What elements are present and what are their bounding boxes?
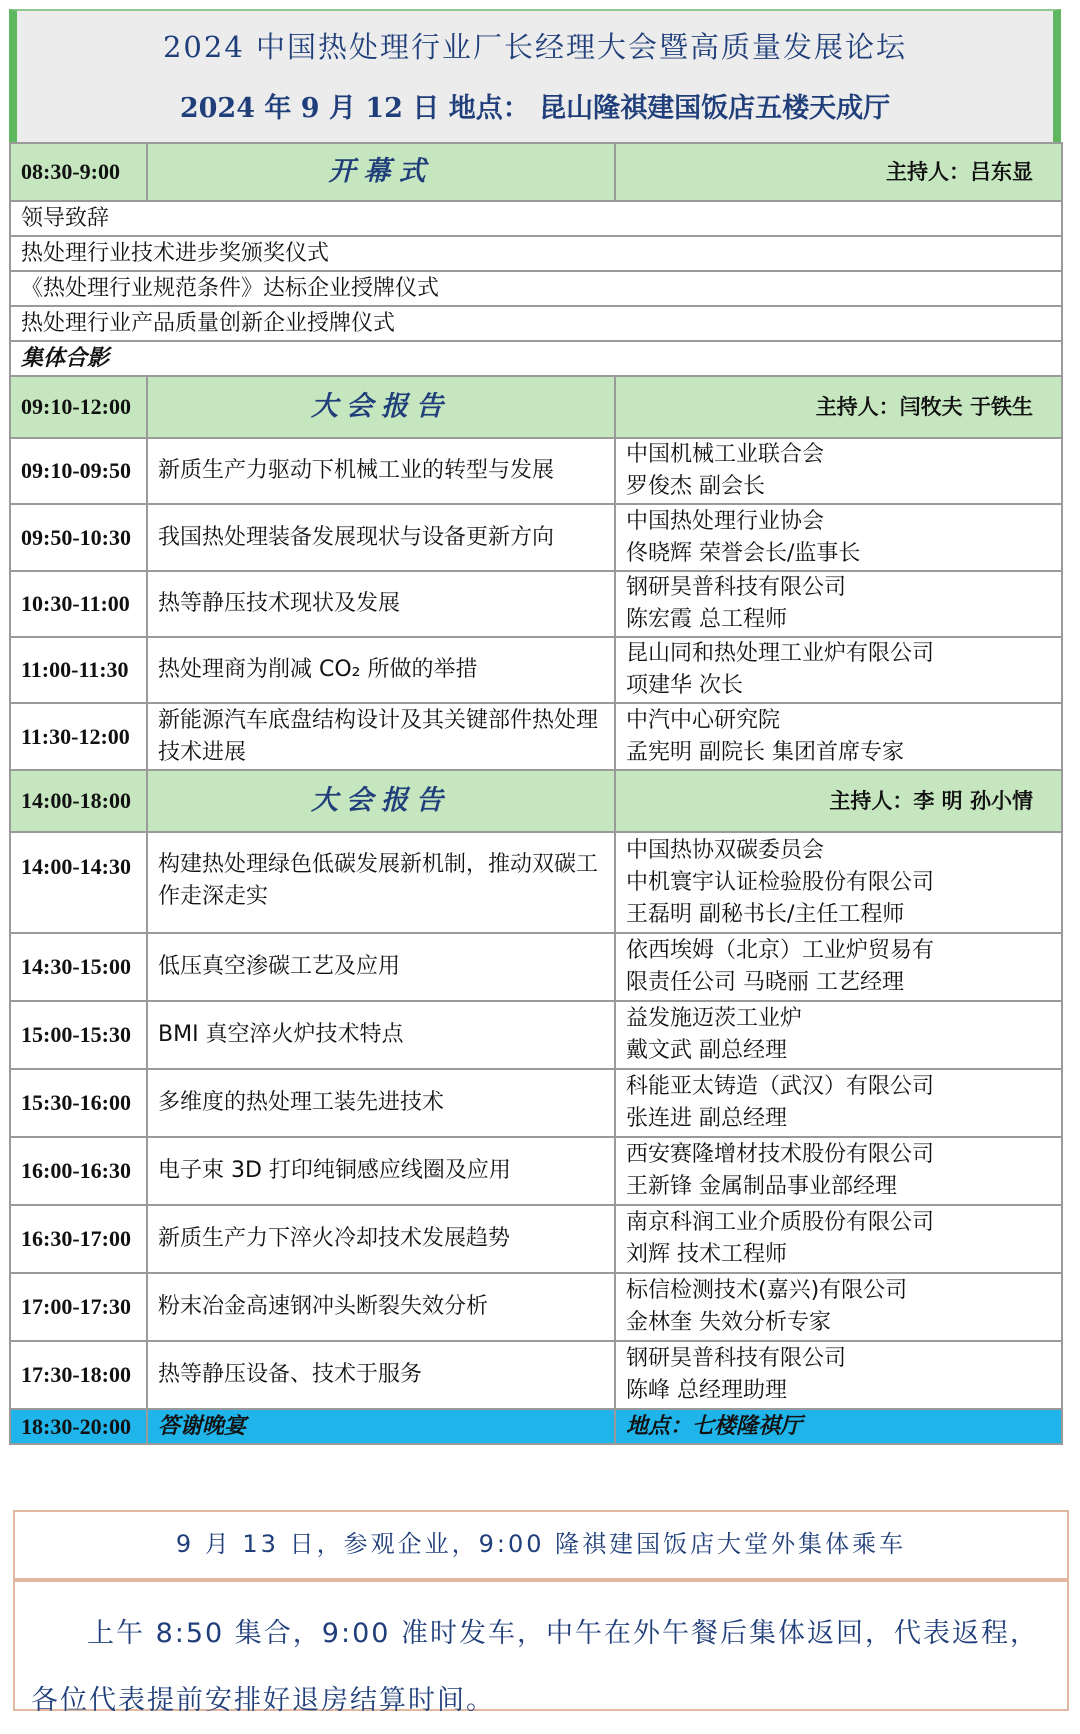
speaker-org: 中国热处理行业协会 [626, 508, 825, 534]
speaker-org: 中国热协双碳委员会 [626, 837, 825, 863]
speaker-name: 戴文武 副总经理 [626, 1038, 787, 1063]
list-item [10, 306, 1062, 341]
talk-speaker [615, 637, 1062, 703]
table-row [10, 1069, 1062, 1137]
speaker-name: 项建华 次长 [626, 673, 743, 698]
talk-topic: 热等静压设备、技术于服务 [147, 1341, 615, 1409]
talk-speaker [615, 1205, 1062, 1273]
departure-notice-text: 上午 8:50 集合，9:00 准时发车，中午在外午餐后集体返回，代表返程，各位代表提前安排好退房结算时间。 [31, 1618, 1040, 1716]
table-row [10, 438, 1062, 504]
speaker-org: 西安赛隆增材技术股份有限公司 [626, 1142, 935, 1167]
list-item [10, 236, 1062, 271]
schedule-table [9, 142, 1063, 1445]
list-item [10, 341, 1062, 376]
conference-title: 2024 中国热处理行业厂长经理大会暨高质量发展论坛 [162, 30, 908, 64]
table-row [10, 504, 1062, 571]
table-row [10, 571, 1062, 637]
talk-topic: 热处理商为削减 CO₂ 所做的举措 [147, 637, 615, 703]
banquet-time: 18:30-20:00 [10, 1409, 147, 1444]
speaker-name: 罗俊杰 副会长 [626, 474, 765, 499]
section-title: 大会报告 [147, 770, 615, 832]
talk-speaker [615, 1069, 1062, 1137]
table-row [10, 1273, 1062, 1341]
talk-time: 15:30-16:00 [10, 1069, 147, 1137]
talk-topic: 多维度的热处理工装先进技术 [147, 1069, 615, 1137]
talk-time: 16:00-16:30 [10, 1137, 147, 1205]
table-row [10, 1205, 1062, 1273]
talk-speaker [615, 703, 1062, 770]
visit-notice: 9 月 13 日，参观企业，9:00 隆祺建国饭店大堂外集体乘车 [13, 1510, 1069, 1580]
banquet-title: 答谢晚宴 [147, 1409, 615, 1444]
section-time: 09:10-12:00 [10, 376, 147, 438]
speaker-name: 陈峰 总经理助理 [626, 1378, 787, 1403]
speaker-org: 益发施迈茨工业炉 [626, 1006, 803, 1031]
section-time: 08:30-9:00 [10, 143, 147, 201]
talk-time: 09:50-10:30 [10, 504, 147, 571]
speaker-name: 孟宪明 副院长 集团首席专家 [626, 739, 904, 765]
table-row [10, 703, 1062, 770]
talk-speaker [615, 571, 1062, 637]
banquet-row [10, 1409, 1062, 1444]
page-header [9, 9, 1061, 142]
section-host: 主持人：闫牧夫 于铁生 [615, 376, 1062, 438]
speaker-name: 陈宏霞 总工程师 [626, 607, 787, 632]
talk-topic: 低压真空渗碳工艺及应用 [147, 933, 615, 1001]
speaker-org-2: 中机寰宇认证检验股份有限公司 [626, 869, 935, 895]
agenda-item: 热处理行业产品质量创新企业授牌仪式 [10, 306, 1062, 341]
talk-time: 16:30-17:00 [10, 1205, 147, 1273]
talk-time: 17:30-18:00 [10, 1341, 147, 1409]
talk-speaker [615, 504, 1062, 571]
agenda-item: 集体合影 [10, 341, 1062, 376]
table-row [10, 1137, 1062, 1205]
table-row [10, 933, 1062, 1001]
talk-time: 10:30-11:00 [10, 571, 147, 637]
speaker-name: 王新锋 金属制品事业部经理 [626, 1174, 897, 1199]
talk-topic: 新质生产力驱动下机械工业的转型与发展 [147, 438, 615, 504]
talk-topic: 新质生产力下淬火冷却技术发展趋势 [147, 1205, 615, 1273]
agenda-item: 热处理行业技术进步奖颁奖仪式 [10, 236, 1062, 271]
speaker-org: 依西埃姆（北京）工业炉贸易有 [626, 938, 935, 963]
speaker-org: 南京科润工业介质股份有限公司 [626, 1210, 935, 1235]
speaker-name: 张连进 副总经理 [626, 1106, 787, 1131]
table-row [10, 832, 1062, 933]
conference-date-location: 2024 年 9 月 12 日 地点： 昆山隆祺建国饭店五楼天成厅 [179, 93, 891, 124]
list-item [10, 271, 1062, 306]
talk-time: 15:00-15:30 [10, 1001, 147, 1069]
talk-time: 14:30-15:00 [10, 933, 147, 1001]
table-row [10, 1001, 1062, 1069]
section-morning-header [10, 376, 1062, 438]
talk-topic: 热等静压技术现状及发展 [147, 571, 615, 637]
departure-notice [13, 1580, 1069, 1716]
agenda-item: 领导致辞 [10, 201, 1062, 236]
speaker-org: 钢研昊普科技有限公司 [626, 1346, 847, 1371]
talk-topic: BMI 真空淬火炉技术特点 [147, 1001, 615, 1069]
table-row [10, 637, 1062, 703]
talk-topic: 构建热处理绿色低碳发展新机制，推动双碳工作走深走实 [147, 832, 615, 933]
talk-speaker [615, 1001, 1062, 1069]
talk-time: 09:10-09:50 [10, 438, 147, 504]
talk-topic: 电子束 3D 打印纯铜感应线圈及应用 [147, 1137, 615, 1205]
talk-time: 11:30-12:00 [10, 703, 147, 770]
talk-speaker [615, 933, 1062, 1001]
section-host: 主持人：李 明 孙小情 [615, 770, 1062, 832]
talk-topic: 粉末冶金高速钢冲头断裂失效分析 [147, 1273, 615, 1341]
talk-time: 11:00-11:30 [10, 637, 147, 703]
speaker-org: 科能亚太铸造（武汉）有限公司 [626, 1074, 935, 1099]
talk-speaker [615, 832, 1062, 933]
section-opening-header [10, 143, 1062, 201]
section-afternoon-header [10, 770, 1062, 832]
speaker-org: 昆山同和热处理工业炉有限公司 [626, 641, 935, 666]
section-time: 14:00-18:00 [10, 770, 147, 832]
banquet-location: 地点：七楼隆祺厅 [615, 1409, 1062, 1444]
speaker-org: 中汽中心研究院 [626, 707, 781, 733]
speaker-org: 标信检测技术(嘉兴)有限公司 [626, 1278, 908, 1303]
talk-speaker [615, 1273, 1062, 1341]
talk-speaker [615, 1137, 1062, 1205]
speaker-name: 金林奎 失效分析专家 [626, 1310, 831, 1335]
talk-time: 17:00-17:30 [10, 1273, 147, 1341]
speaker-org: 钢研昊普科技有限公司 [626, 575, 847, 600]
speaker-name: 刘辉 技术工程师 [626, 1242, 787, 1267]
agenda-item: 《热处理行业规范条件》达标企业授牌仪式 [10, 271, 1062, 306]
talk-topic: 我国热处理装备发展现状与设备更新方向 [147, 504, 615, 571]
section-title: 大会报告 [147, 376, 615, 438]
table-row [10, 1341, 1062, 1409]
section-title: 开幕式 [147, 143, 615, 201]
speaker-name: 限责任公司 马晓丽 工艺经理 [626, 970, 904, 995]
list-item [10, 201, 1062, 236]
talk-speaker [615, 1341, 1062, 1409]
speaker-name: 王磊明 副秘书长/主任工程师 [626, 901, 905, 927]
speaker-org: 中国机械工业联合会 [626, 442, 825, 467]
section-host: 主持人：吕东显 [615, 143, 1062, 201]
speaker-name: 佟晓辉 荣誉会长/监事长 [626, 540, 861, 566]
talk-topic: 新能源汽车底盘结构设计及其关键部件热处理技术进展 [147, 703, 615, 770]
talk-time: 14:00-14:30 [10, 832, 147, 933]
talk-speaker [615, 438, 1062, 504]
